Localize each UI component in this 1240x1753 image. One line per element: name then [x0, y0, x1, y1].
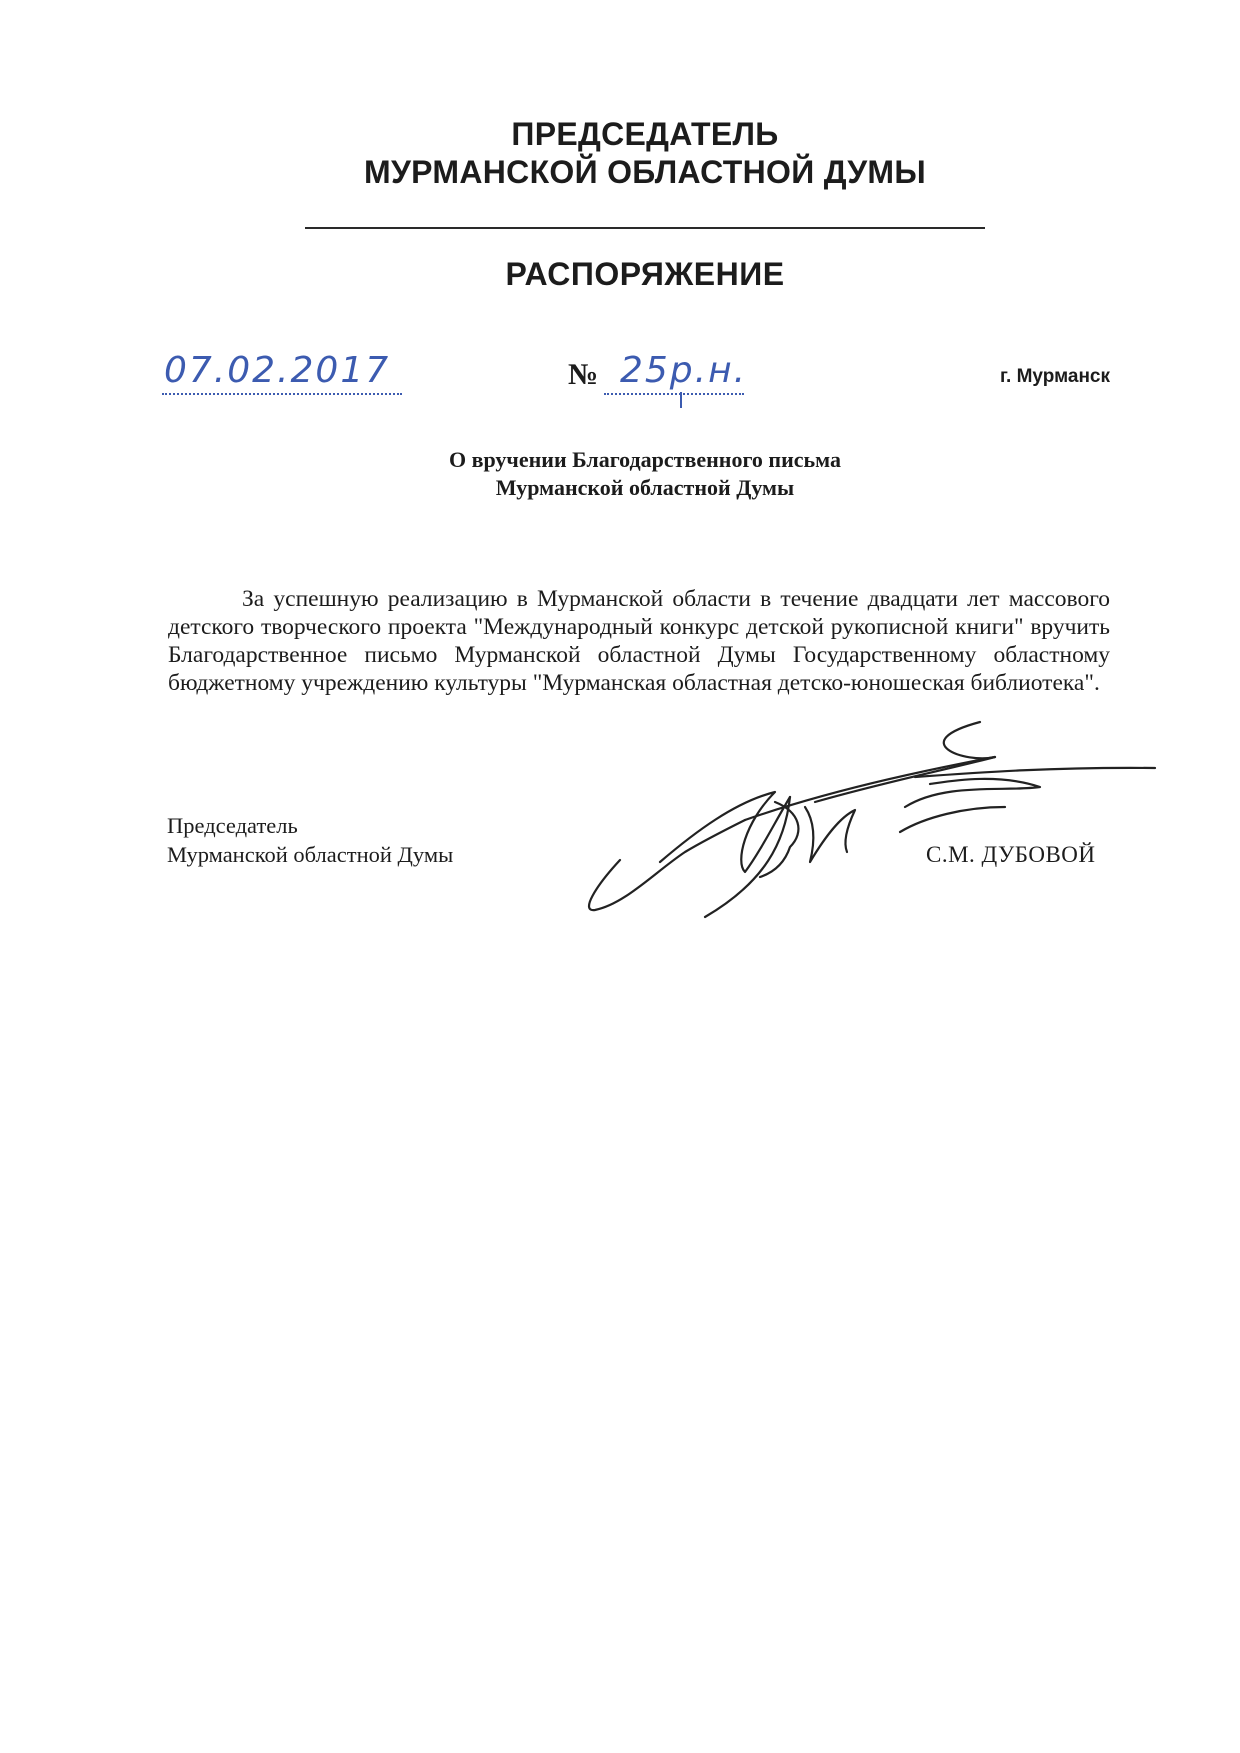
document-number: 25р.н.: [620, 350, 748, 391]
number-underline: [604, 393, 744, 395]
date-underline: [162, 393, 402, 395]
document-city: г. Мурманск: [1000, 366, 1110, 387]
subject-line1: О вручении Благодарственного письма: [448, 447, 841, 472]
signatory-name: С.М. ДУБОВОЙ: [926, 842, 1096, 867]
number-sign: №: [568, 358, 599, 391]
header-divider: [305, 227, 985, 229]
document-type: РАСПОРЯЖЕНИЕ: [505, 256, 785, 292]
body-paragraph: За успешную реализацию в Мурманской области в течение двадцати лет массового детского творческого проекта "Международный конкурс детской рукописной книги" вручить Благодарственное письмо Мурманской областной Думы Государственному областному бюджетному учреждению культуры "Мурманская областная детско-юношеская библиотека".: [168, 586, 1110, 696]
signatory-title-line1: Председатель: [167, 813, 298, 838]
document-date: 07.02.2017: [164, 350, 391, 391]
signatory-title-line2: Мурманской областной Думы: [167, 842, 454, 867]
subject-line2: Мурманской областной Думы: [495, 475, 795, 500]
issuer-title-line1: ПРЕДСЕДАТЕЛЬ: [511, 116, 779, 152]
issuer-title-line2: МУРМАНСКОЙ ОБЛАСТНОЙ ДУМЫ: [364, 154, 926, 190]
number-ink-tick: [680, 392, 682, 408]
handwritten-signature: [585, 712, 1165, 932]
